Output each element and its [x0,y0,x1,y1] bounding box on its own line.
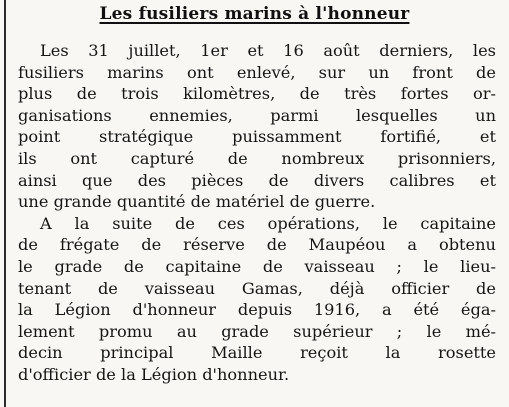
text-line: lement promu au grade supérieur ; le mé- [18,321,496,341]
text-line: de frégate de réserve de Maupéou a obtenu [18,235,496,255]
text-line: fusiliers marins ont enlevé, sur un front de [18,62,496,82]
text-line: la Légion d'honneur depuis 1916, a été éga- [18,300,496,320]
column-rule [4,0,6,407]
headline: Les fusiliers marins à l'honneur [99,4,410,24]
text-line: ils ont capturé de nombreux prisonniers, [18,148,496,168]
article-body [18,40,496,386]
text-line: Les 31 juillet, 1er et 16 août derniers, les [40,41,496,60]
text-line: ganisations ennemies, parmi lesquelles un [18,105,496,125]
text-line: une grande quantité de matériel de guerre. [18,192,376,212]
text-line: A la suite de ces opérations, le capitaine [40,213,496,233]
text-line: le grade de capitaine de vaisseau ; le lieu- [18,256,496,276]
headline-container [0,0,509,30]
text-line: tenant de vaisseau Gamas, déjà officier de [18,278,496,298]
text-line: plus de trois kilomètres, de très fortes or- [18,84,496,104]
text-line: point stratégique puissamment fortifié, et [18,127,496,147]
text-line: ainsi que des pièces de divers calibres et [18,170,496,190]
paragraph-2 [18,213,496,386]
text-line: decin principal Maille reçoit la rosette [18,343,496,363]
text-line: d'officier de la Légion d'honneur. [18,364,290,384]
paragraph-1 [18,40,496,213]
